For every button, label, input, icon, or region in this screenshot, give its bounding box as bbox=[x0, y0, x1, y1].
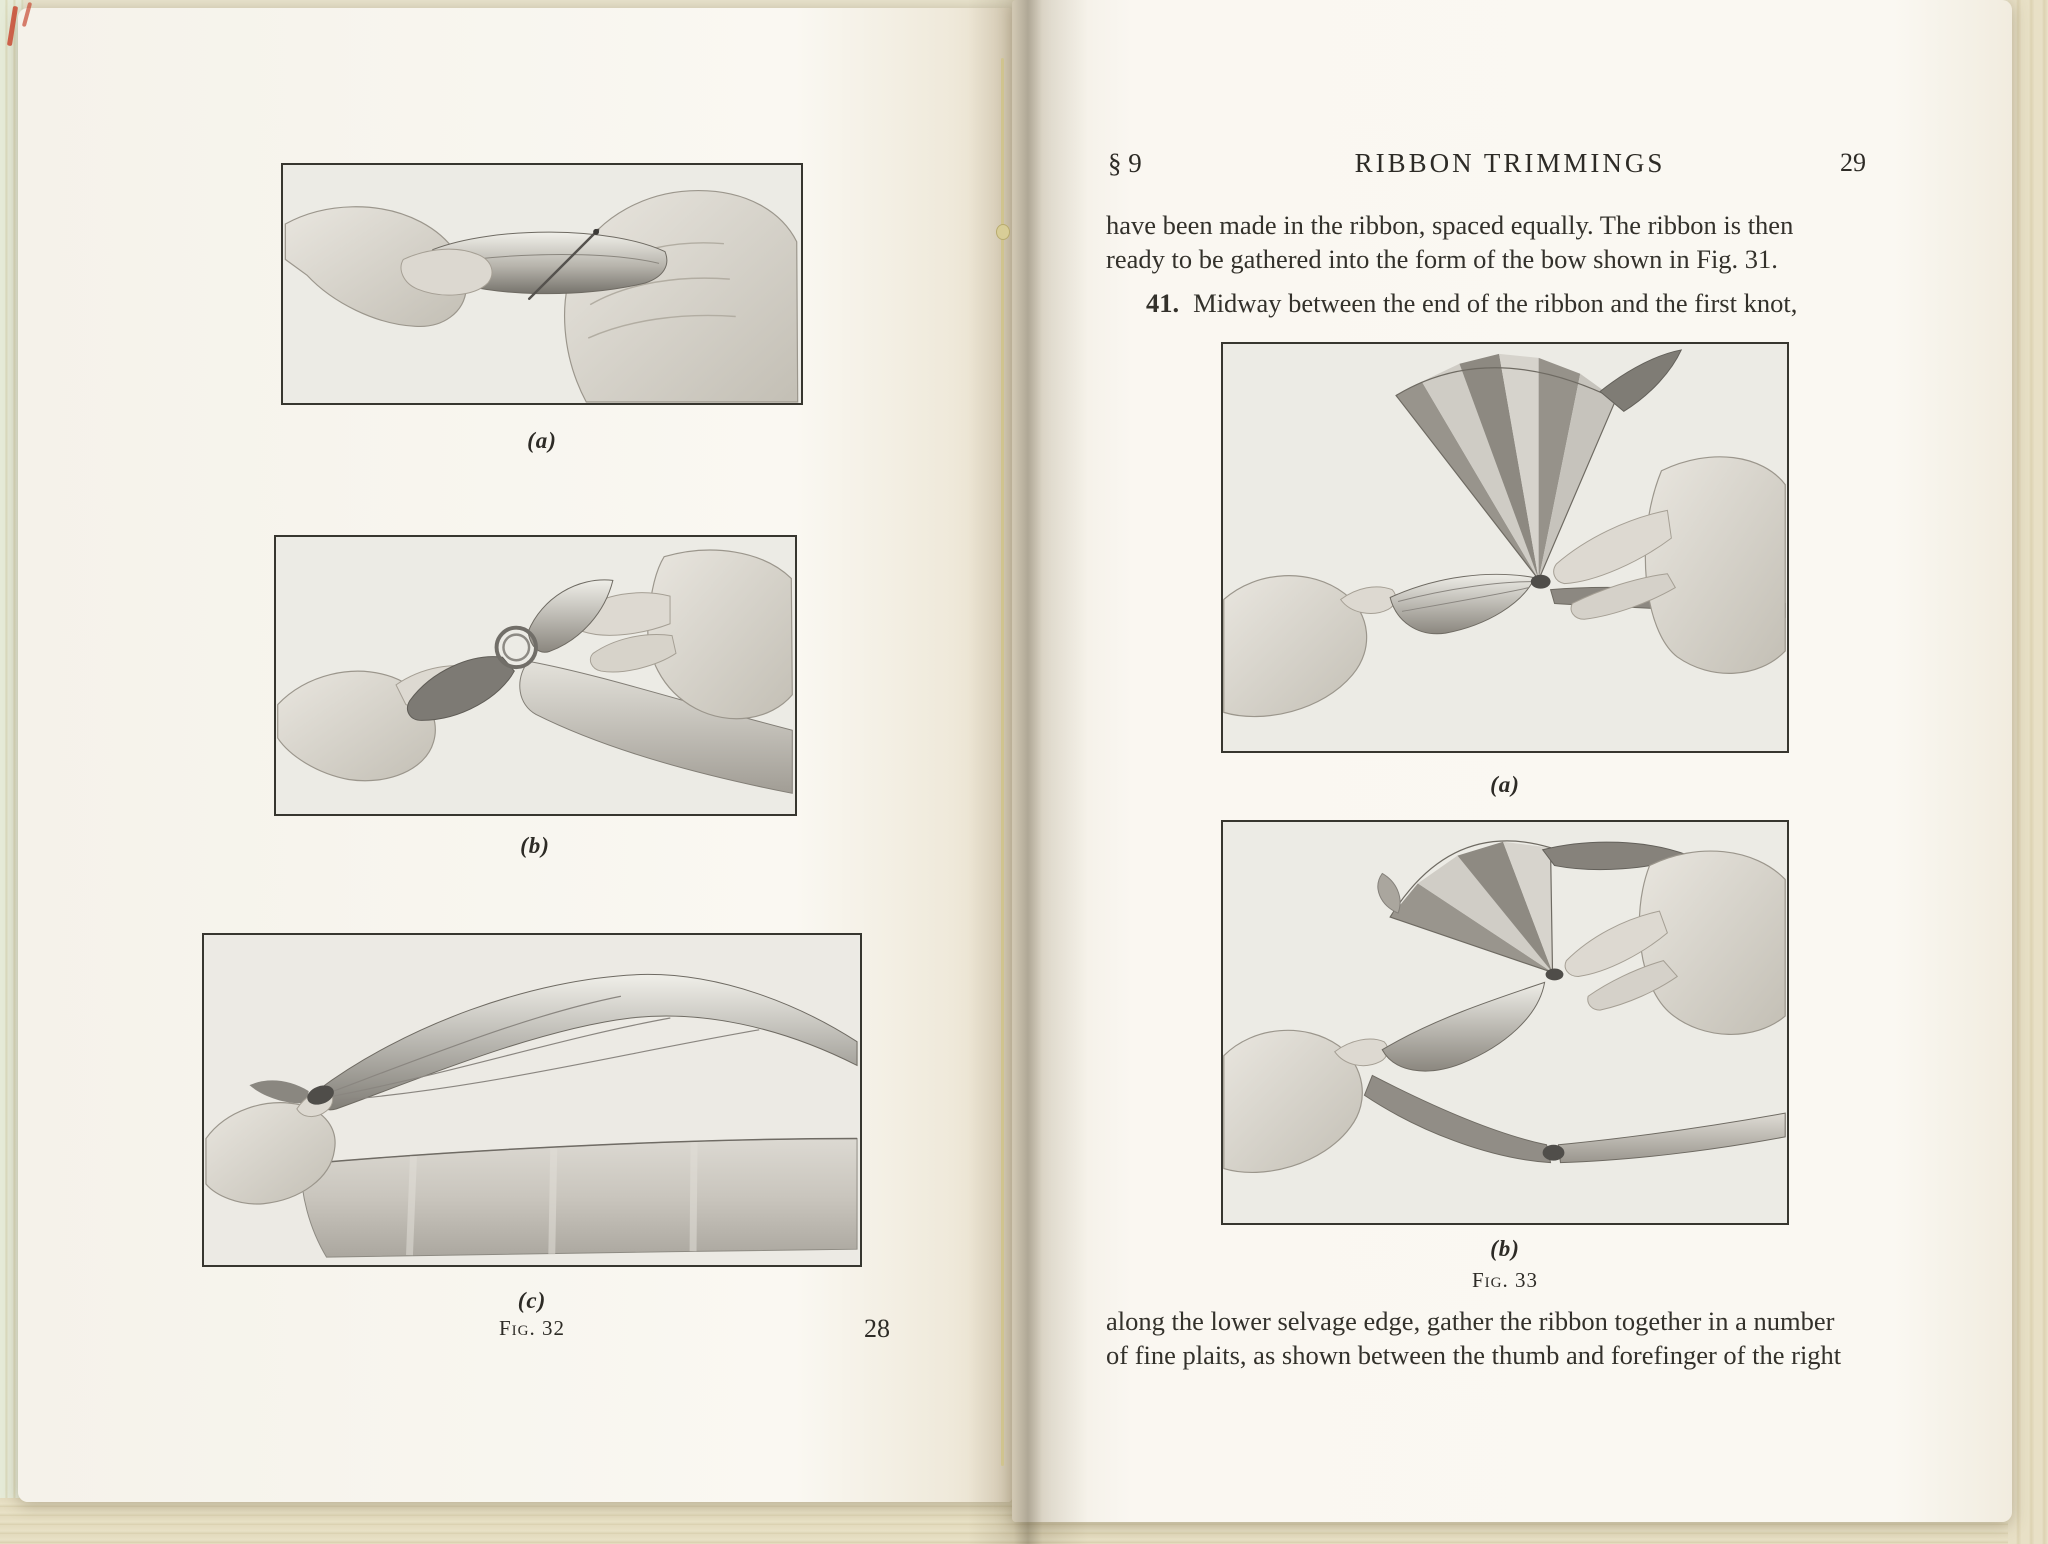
header-title: RIBBON TRIMMINGS bbox=[1354, 148, 1666, 178]
page-number-right: 29 bbox=[1840, 148, 1866, 177]
paragraph-text: Midway between the end of the ribbon and the first knot, bbox=[1193, 288, 1798, 318]
paragraph-line: of fine plaits, as shown between the thumb and forefinger of the right bbox=[1106, 1340, 1842, 1370]
binding-thread bbox=[1001, 58, 1004, 1466]
caption-fig32b: (b) bbox=[520, 833, 550, 858]
figure-32b-illustration bbox=[276, 537, 795, 814]
caption-fig33b: (b) bbox=[1490, 1236, 1520, 1261]
figure-label-fig33: Fig. 33 bbox=[1471, 1268, 1538, 1292]
figure-32b bbox=[274, 535, 797, 816]
paragraph-line: ready to be gathered into the form of the bow shown in Fig. 31. bbox=[1106, 244, 1778, 274]
paragraph-line bbox=[1106, 288, 1797, 319]
header-section-mark: § 9 bbox=[1108, 148, 1142, 178]
caption-fig32a: (a) bbox=[527, 428, 557, 453]
paragraph-number: 41. bbox=[1146, 288, 1180, 318]
binding-thread-knot bbox=[996, 224, 1010, 240]
caption-fig33a: (a) bbox=[1490, 772, 1520, 797]
paragraph-line: along the lower selvage edge, gather the ribbon together in a number bbox=[1106, 1306, 1835, 1336]
book-edge-right bbox=[2008, 0, 2048, 1544]
figure-32a bbox=[281, 163, 803, 405]
figure-32a-illustration bbox=[283, 165, 801, 403]
page-number-left: 28 bbox=[864, 1314, 890, 1343]
figure-33b bbox=[1221, 820, 1789, 1225]
paragraph-line: have been made in the ribbon, spaced equally. The ribbon is then bbox=[1106, 210, 1794, 240]
figure-33a bbox=[1221, 342, 1789, 753]
caption-fig32c: (c) bbox=[517, 1288, 547, 1313]
figure-label-fig32: Fig. 32 bbox=[498, 1316, 565, 1340]
figure-32c bbox=[202, 933, 862, 1267]
figure-33b-illustration bbox=[1223, 822, 1787, 1223]
figure-32c-illustration bbox=[204, 935, 860, 1265]
figure-33a-illustration bbox=[1223, 344, 1787, 751]
